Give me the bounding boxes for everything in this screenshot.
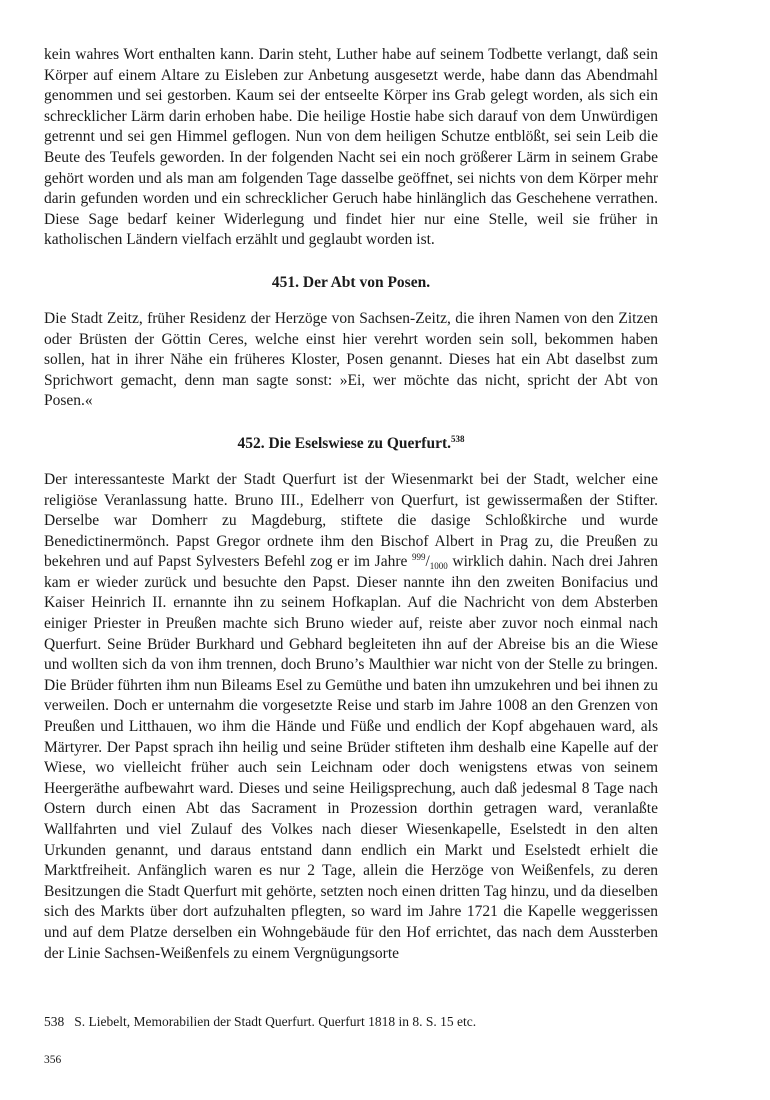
fraction-slash: / [425,553,430,571]
fraction-denominator: 1000 [429,561,448,572]
paragraph-intro: kein wahres Wort enthalten kann. Darin steht, Luther habe auf seinem Todbette verlangt, daß sein Körper auf einem Altare zu Eisleben zur Anbetung ausgesetzt werde, habe dann das Abendmahl genommen und sei gestorben. Kaum sei der entseelte Körper ins Grab gelegt worden, als sich ein schrecklicher Lärm darin erhoben habe. Die heilige Hostie habe sich darauf von dem Unwürdigen getrennt und sei gen Himmel geflogen. Nun von dem heiligen Schutze entblößt, sei sein Leib die Beute des Teufels geworden. In der folgenden Nacht sei ein noch größerer Lärm in seinem Grabe gehört worden und als man am folgenden Tage dasselbe geöffnet, sei nichts von dem Körper mehr darin gefunden worden und ein schrecklicher Geruch habe hinlänglich das Geschehene verrathen. Diese Sage bedarf keiner Widerlegung und findet hier nur eine Stelle, weil sie früher in katholischen Ländern vielfach erzählt und geglaubt worden ist. [44,46,658,249]
year-fraction [412,553,448,570]
heading-451: 451. Der Abt von Posen. [271,273,431,291]
fraction-numerator: 999 [411,552,426,563]
paragraph-452-part2: wirklich dahin. Nach drei Jahren kam er wieder zurück und besuchte den Papst. Dieser nannte ihn den zweiten Bonifacius und Kaiser Heinrich II. ernannte ihn zu seinem Hofkaplan. Auf die Nachricht von dem Absterben einiger Priester in Preußen machte sich Bruno wieder auf, reiste aber zuvor noch einmal nach Querfurt. Seine Brüder Burkhard und Gebhard begleiteten ihn auf der Abreise bis an die Wiese und wollten sich da von ihm trennen, doch Bruno’s Maulthier war nicht von der Stelle zu bringen. Die Brüder führten ihm nun Bileams Esel zu Gemüthe und baten ihn umzukehren und bei ihnen zu verweilen. Doch er unternahm die vorgesetzte Reise und starb im Jahre 1008 an den Grenzen von Preußen und Litthauen, wo ihm die Hände und Füße und endlich der Kopf abgehauen ward, als Märtyrer. Der Papst sprach ihn heilig und seine Brüder stifteten ihm deshalb eine Kapelle auf der Wiese, wo vielleicht früher auch sein Leichnam oder doch wenigstens etwas von seinem Heergeräthe aufbewahrt ward. Dieses und seine Heiligsprechung, auch daß jedesmal 8 Tage nach Ostern durch einen Abt das Sacrament in Prozession dorthin getragen ward, veranlaßte Wallfahrten und viel Zulauf des Volkes nach dieser Wiesenkapelle, Eselstedt in den alten Urkunden genannt, und daraus entstand dann endlich ein Markt und Eselstedt erhielt die Marktfreiheit. Anfänglich waren es nur 2 Tage, allein die Herzöge von Weißenfels, zu deren Besitzungen die Stadt Querfurt mit gehörte, setzten noch einen dritten Tag hinzu, und da dieselben sich des Markts über dort aufzuhalten pflegten, so ward im Jahre 1721 die Kapelle weggerissen und auf dem Platze derselben ein Wohngebäude für den Hof errichtet, das nach dem Aussterben der Linie Sachsen-Weißenfels zu einem Vergnügungsorte [44,553,659,962]
heading-452-text: 452. Die Eselswiese zu Querfurt. [237,434,452,452]
footnote [44,1013,658,1031]
paragraph-452 [44,470,658,964]
page-number: 356 [44,1054,62,1066]
heading-452 [44,434,658,454]
footnote-number: 538 [44,1014,65,1029]
footnote-text: S. Liebelt, Memorabilien der Stadt Querfurt. Querfurt 1818 in 8. S. 15 etc. [74,1014,477,1029]
page-body [44,45,658,964]
paragraph-452-part1: Der interessanteste Markt der Stadt Querfurt ist der Wiesenmarkt bei der Stadt, welcher eine religiöse Veranlassung hatte. Bruno III., Edelherr von Querfurt, ist gewissermaßen der Stifter. Derselbe war Domherr zu Magdeburg, stiftete die dasige Schloßkirche und wurde Benedictinermönch. Papst Gregor ordnete ihm den Bischof Albert in Prag zu, die Preußen zu bekehren und auf Papst Sylvesters Befehl zog er im Jahre [44,470,658,571]
paragraph-451: Die Stadt Zeitz, früher Residenz der Herzöge von Sachsen-Zeitz, die ihren Namen von den Zitzen oder Brüsten der Göttin Ceres, welche einst hier verehrt worden sein soll, bekommen haben sollen, hat in ihrer Nähe ein früheres Kloster, Posen genannt. Dieses hat ein Abt daselbst zum Sprichwort gemacht, denn man sagte sonst: »Ei, wer möchte das nicht, spricht der Abt von Posen.« [44,309,658,410]
footnote-reference-538[interactable]: 538 [451,433,465,444]
